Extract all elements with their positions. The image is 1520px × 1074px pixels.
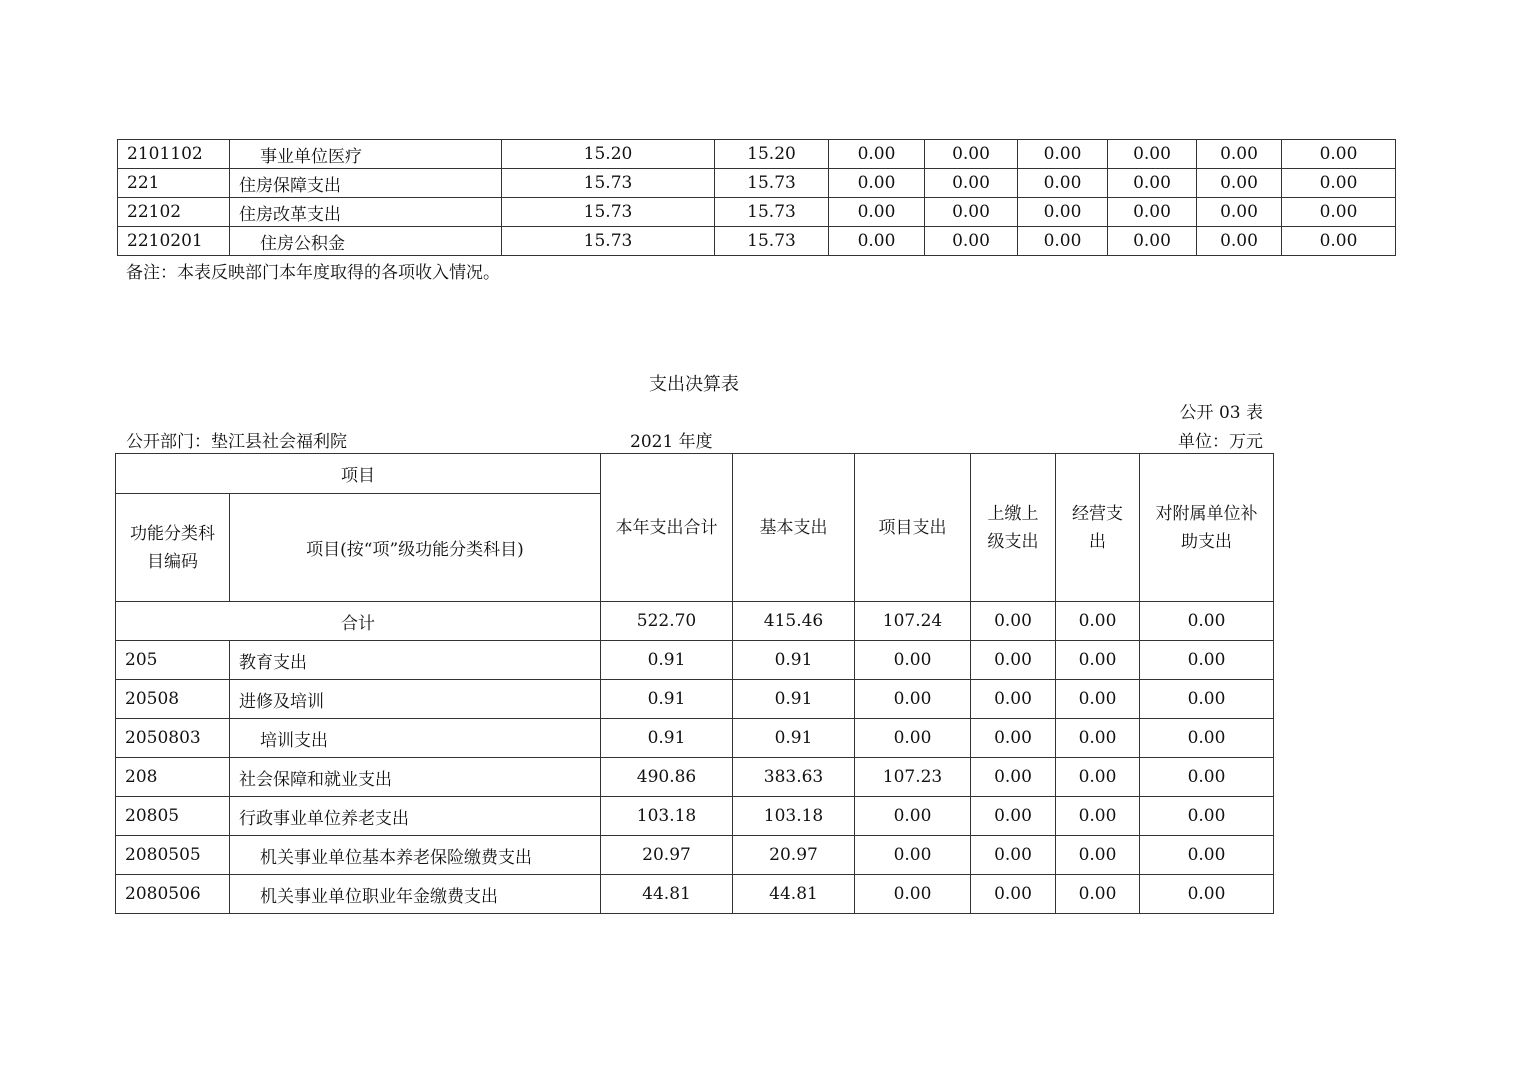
table-row (116, 641, 1274, 680)
expenditure-table-header (116, 454, 1274, 602)
row-value: 0.00 (855, 797, 971, 836)
row-value: 0.00 (925, 227, 1018, 256)
row-value: 0.00 (1282, 198, 1396, 227)
row-value: 0.00 (925, 169, 1018, 198)
row-name: 住房公积金 (230, 227, 502, 256)
table-note: 备注：本表反映部门本年度取得的各项收入情况。 (126, 263, 500, 283)
row-value: 0.00 (855, 836, 971, 875)
row-value: 0.00 (1140, 797, 1274, 836)
row-value: 383.63 (733, 758, 855, 797)
header-name: 项目(按“项”级功能分类科目) (230, 494, 601, 602)
row-value: 0.00 (1056, 797, 1140, 836)
row-value: 0.00 (1108, 198, 1197, 227)
table-row (116, 680, 1274, 719)
row-name: 机关事业单位基本养老保险缴费支出 (230, 836, 601, 875)
row-value: 0.00 (829, 227, 925, 256)
table-row (116, 758, 1274, 797)
row-name: 进修及培训 (230, 680, 601, 719)
row-value: 0.00 (971, 836, 1056, 875)
row-value: 0.91 (733, 719, 855, 758)
row-value: 0.00 (1140, 758, 1274, 797)
row-value: 0.00 (1197, 169, 1282, 198)
row-value: 0.00 (1140, 875, 1274, 914)
row-value: 15.73 (715, 198, 829, 227)
row-value: 20.97 (733, 836, 855, 875)
row-value: 103.18 (601, 797, 733, 836)
row-code: 2210201 (118, 227, 230, 256)
row-name: 机关事业单位职业年金缴费支出 (230, 875, 601, 914)
header-upper: 上缴上级支出 (971, 454, 1056, 602)
total-value: 0.00 (971, 602, 1056, 641)
header-subsidy: 对附属单位补助支出 (1140, 454, 1274, 602)
row-value: 0.00 (1108, 169, 1197, 198)
row-name: 住房保障支出 (230, 169, 502, 198)
row-value: 20.97 (601, 836, 733, 875)
row-code: 221 (118, 169, 230, 198)
row-code: 20805 (116, 797, 230, 836)
header-project: 项目 (116, 454, 601, 494)
header-project-expenditure: 项目支出 (855, 454, 971, 602)
row-code: 205 (116, 641, 230, 680)
row-value: 0.00 (1140, 836, 1274, 875)
row-value: 0.00 (829, 140, 925, 169)
row-value: 15.73 (715, 169, 829, 198)
unit-label: 单位：万元 (1178, 432, 1263, 452)
fiscal-year: 2021 年度 (630, 432, 713, 452)
expenditure-table-body (116, 602, 1274, 914)
row-value: 0.91 (601, 680, 733, 719)
row-code: 208 (116, 758, 230, 797)
row-value: 44.81 (733, 875, 855, 914)
row-value: 0.00 (829, 198, 925, 227)
row-value: 0.00 (971, 758, 1056, 797)
row-value: 0.00 (855, 641, 971, 680)
income-table-body (118, 140, 1396, 256)
table-row (118, 198, 1396, 227)
table-number: 公开 03 表 (1179, 403, 1263, 423)
row-value: 0.00 (1056, 641, 1140, 680)
row-value: 0.00 (1282, 169, 1396, 198)
table-row (116, 797, 1274, 836)
total-value: 0.00 (1056, 602, 1140, 641)
row-value: 44.81 (601, 875, 733, 914)
row-value: 0.00 (1140, 641, 1274, 680)
row-value: 0.00 (971, 680, 1056, 719)
row-code: 2101102 (118, 140, 230, 169)
table-row (116, 836, 1274, 875)
row-name: 事业单位医疗 (230, 140, 502, 169)
row-value: 0.00 (1018, 169, 1108, 198)
total-label: 合计 (116, 602, 601, 641)
row-code: 20508 (116, 680, 230, 719)
header-total: 本年支出合计 (601, 454, 733, 602)
expenditure-table (115, 453, 1274, 914)
row-value: 0.91 (601, 641, 733, 680)
row-code: 2080506 (116, 875, 230, 914)
row-value: 0.00 (855, 680, 971, 719)
row-value: 0.00 (1056, 719, 1140, 758)
row-value: 0.00 (971, 641, 1056, 680)
table-row (118, 169, 1396, 198)
table-row (118, 227, 1396, 256)
total-value: 0.00 (1140, 602, 1274, 641)
row-value: 0.00 (1056, 875, 1140, 914)
row-value: 0.00 (971, 719, 1056, 758)
department-label: 公开部门：垫江县社会福利院 (126, 432, 347, 452)
total-row (116, 602, 1274, 641)
row-value: 15.73 (502, 169, 715, 198)
total-value: 107.24 (855, 602, 971, 641)
row-value: 0.00 (1108, 227, 1197, 256)
row-value: 0.00 (1197, 140, 1282, 169)
row-value: 15.20 (715, 140, 829, 169)
row-value: 0.00 (925, 198, 1018, 227)
row-value: 0.00 (1282, 140, 1396, 169)
row-value: 0.00 (1056, 836, 1140, 875)
row-value: 0.00 (1282, 227, 1396, 256)
table-row (116, 875, 1274, 914)
income-table-continuation (117, 139, 1396, 256)
table-row (116, 719, 1274, 758)
row-value: 0.00 (1108, 140, 1197, 169)
row-name: 行政事业单位养老支出 (230, 797, 601, 836)
row-value: 0.91 (733, 680, 855, 719)
row-value: 0.00 (1018, 140, 1108, 169)
row-value: 15.20 (502, 140, 715, 169)
row-value: 0.00 (1018, 198, 1108, 227)
row-name: 培训支出 (230, 719, 601, 758)
table-row (118, 140, 1396, 169)
header-basic: 基本支出 (733, 454, 855, 602)
row-value: 0.00 (1056, 680, 1140, 719)
row-value: 0.00 (925, 140, 1018, 169)
row-name: 住房改革支出 (230, 198, 502, 227)
row-value: 0.00 (1140, 719, 1274, 758)
row-value: 15.73 (502, 227, 715, 256)
row-value: 0.00 (1140, 680, 1274, 719)
row-value: 0.00 (1197, 198, 1282, 227)
row-value: 0.00 (829, 169, 925, 198)
row-value: 0.00 (855, 719, 971, 758)
header-code: 功能分类科目编码 (116, 494, 230, 602)
row-value: 15.73 (715, 227, 829, 256)
row-code: 2080505 (116, 836, 230, 875)
row-value: 15.73 (502, 198, 715, 227)
row-value: 0.00 (1018, 227, 1108, 256)
row-name: 社会保障和就业支出 (230, 758, 601, 797)
row-value: 0.00 (971, 797, 1056, 836)
row-value: 0.00 (971, 875, 1056, 914)
row-name: 教育支出 (230, 641, 601, 680)
row-value: 107.23 (855, 758, 971, 797)
page-title: 支出决算表 (649, 374, 739, 395)
row-value: 0.00 (855, 875, 971, 914)
row-value: 0.00 (1197, 227, 1282, 256)
row-code: 2050803 (116, 719, 230, 758)
header-business: 经营支出 (1056, 454, 1140, 602)
row-value: 103.18 (733, 797, 855, 836)
row-code: 22102 (118, 198, 230, 227)
total-value: 522.70 (601, 602, 733, 641)
row-value: 0.00 (1056, 758, 1140, 797)
row-value: 0.91 (601, 719, 733, 758)
row-value: 490.86 (601, 758, 733, 797)
total-value: 415.46 (733, 602, 855, 641)
row-value: 0.91 (733, 641, 855, 680)
